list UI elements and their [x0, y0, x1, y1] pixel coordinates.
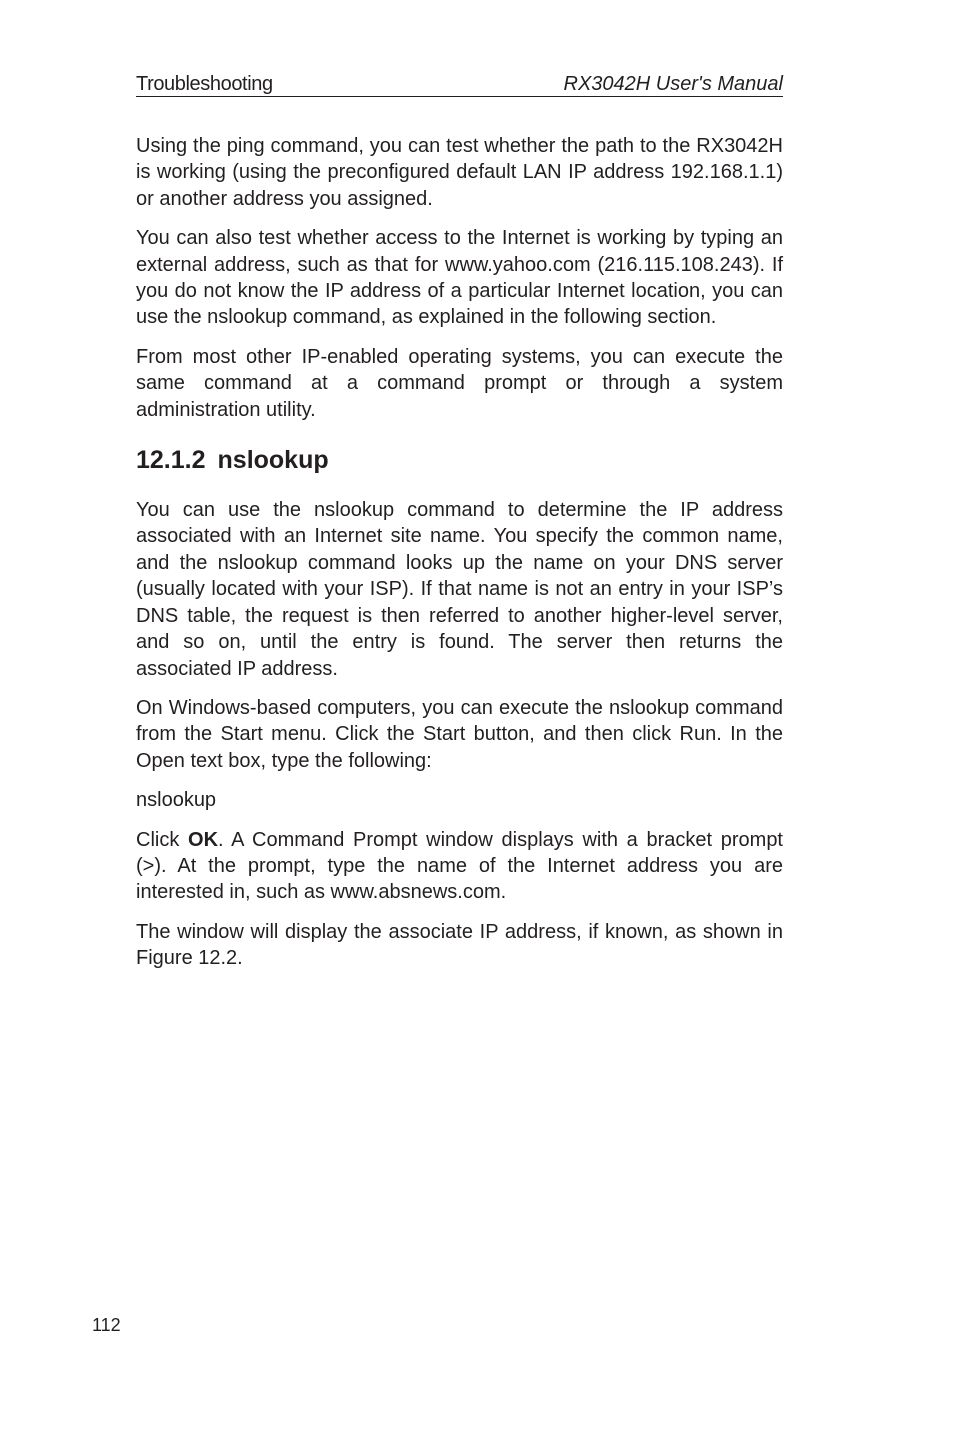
intro-paragraph-other-os: From most other IP-enabled operating systems, you can execute the same command at a command prompt or through a system administration utility.: [136, 345, 783, 421]
intro-paragraph-internet: You can also test whether access to the Internet is working by typing an external address, such as that for www.yahoo.com (216.115.108.243). If you do not know the IP address of a particular Internet location, you can use the nslookup command, as explained in the following section.: [136, 227, 783, 329]
click-ok-prefix: Click: [136, 828, 189, 851]
header-section-title: Troubleshooting: [136, 73, 273, 95]
intro-paragraph-ping: Using the ping command, you can test whether the path to the RX3042H is working (using the preconfigured default LAN IP address 192.168.1.1) or another address you assigned.: [136, 135, 783, 210]
page-body: [136, 133, 783, 985]
windows-instructions-paragraph: On Windows-based computers, you can execute the nslookup command from the Start menu. Click the Start button, and then click Run. In the Open text box, type the following:: [136, 696, 783, 772]
final-paragraph: The window will display the associate IP address, if known, as shown in Figure 12.2.: [136, 920, 783, 970]
section-title: nslookup: [217, 446, 329, 475]
page-number: 112: [92, 1315, 121, 1335]
section-number: 12.1.2: [136, 446, 206, 475]
click-ok-paragraph: [136, 827, 783, 906]
running-header: [136, 72, 783, 97]
ok-bold-label: OK: [188, 828, 219, 851]
section-heading: [136, 445, 783, 475]
nslookup-description-paragraph: You can use the nslookup command to determine the IP address associated with an Internet site name. You specify the common name, and the nslookup command looks up the name on your DNS server (usually located with your ISP). If that name is not an entry in your ISP’s DNS table, the request is then referred to another higher-level server, and so on, until the entry is found. The server then returns the associated IP address.: [136, 499, 783, 680]
click-ok-suffix: . A Command Prompt window displays with a bracket prompt (>). At the prompt, type the name of the Internet address you are interested in, such as www.absnews.com.: [136, 828, 783, 904]
command-text: nslookup: [136, 789, 217, 812]
header-manual-title: RX3042H User's Manual: [563, 73, 783, 95]
